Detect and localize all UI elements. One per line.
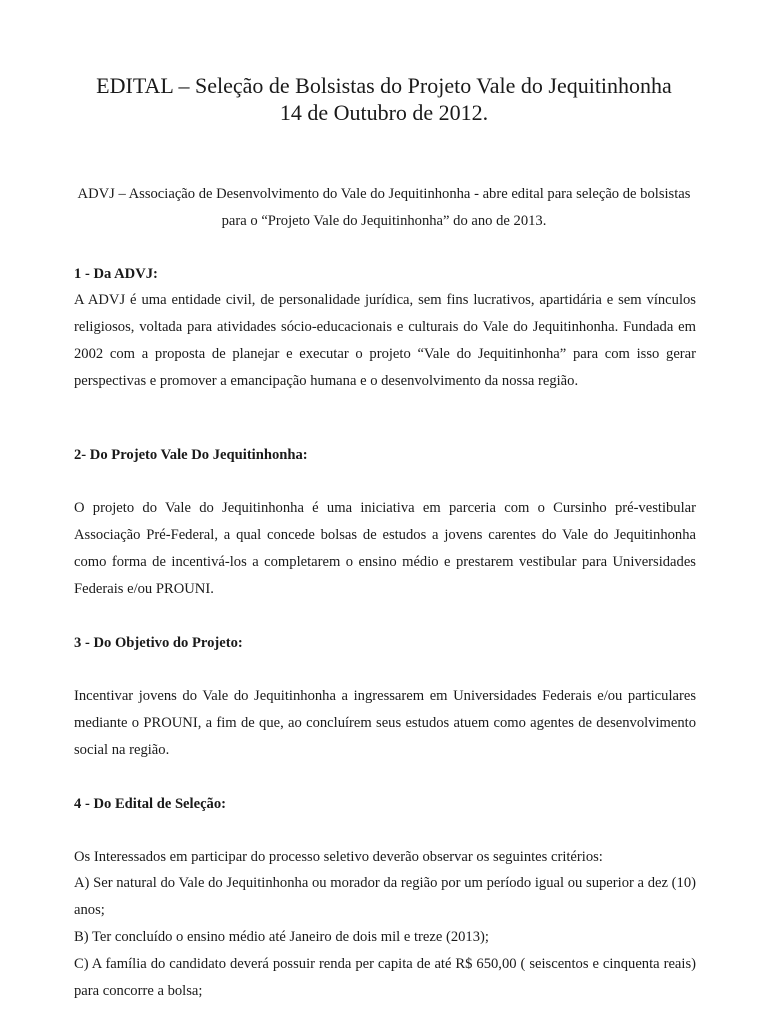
section-3-heading: 3 - Do Objetivo do Projeto: bbox=[74, 635, 243, 651]
section-3-paragraph: Incentivar jovens do Vale do Jequitinhonha a ingressarem em Universidades Federais e/ou particulares mediante o PROUNI, a fim de que, ao concluírem seus estudos atuem como agentes de desenvolvimento social na região. bbox=[74, 688, 696, 758]
criteria-item-b: B) Ter concluído o ensino médio até Janeiro de dois mil e treze (2013); bbox=[74, 929, 489, 945]
document-title bbox=[0, 72, 768, 126]
intro-paragraph: ADVJ – Associação de Desenvolvimento do Vale do Jequitinhonha - abre edital para seleção de bolsistas para o “Projeto Vale do Jequitinhonha” do ano de 2013. bbox=[77, 186, 691, 229]
section-4-paragraph: Os Interessados em participar do processo seletivo deverão observar os seguintes critérios: bbox=[74, 849, 603, 865]
title-line-1: EDITAL – Seleção de Bolsistas do Projeto Vale do Jequitinhonha bbox=[96, 73, 672, 98]
criteria-item-c: C) A família do candidato deverá possuir renda per capita de até R$ 650,00 ( seiscentos e cinquenta reais) para concorre a bolsa; bbox=[74, 956, 696, 999]
section-2-paragraph: O projeto do Vale do Jequitinhonha é uma iniciativa em parceria com o Cursinho pré-vestibular Associação Pré-Federal, a qual concede bolsas de estudos a jovens carentes do Vale do Jequitinhonha como forma de incentivá-los a completarem o ensino médio e prestarem vestibular para Universidades Federais e/ou PROUNI. bbox=[74, 500, 696, 597]
title-line-2: 14 de Outubro de 2012. bbox=[279, 100, 489, 125]
section-2-heading: 2- Do Projeto Vale Do Jequitinhonha: bbox=[74, 447, 308, 463]
section-1-heading: 1 - Da ADVJ: bbox=[74, 266, 158, 282]
section-1-paragraph: A ADVJ é uma entidade civil, de personalidade jurídica, sem fins lucrativos, apartidária e sem vínculos religiosos, voltada para atividades sócio-educacionais e culturais do Vale do Jequitinhonha. Fundada em 2002 com a proposta de planejar e executar o projeto “Vale do Jequitinhonha” para com isso gerar perspectivas e promover a emancipação humana e o desenvolvimento da nossa região. bbox=[74, 292, 696, 389]
criteria-item-a: A) Ser natural do Vale do Jequitinhonha ou morador da região por um período igual ou superior a dez (10) anos; bbox=[74, 875, 696, 918]
section-4-heading: 4 - Do Edital de Seleção: bbox=[74, 796, 227, 812]
